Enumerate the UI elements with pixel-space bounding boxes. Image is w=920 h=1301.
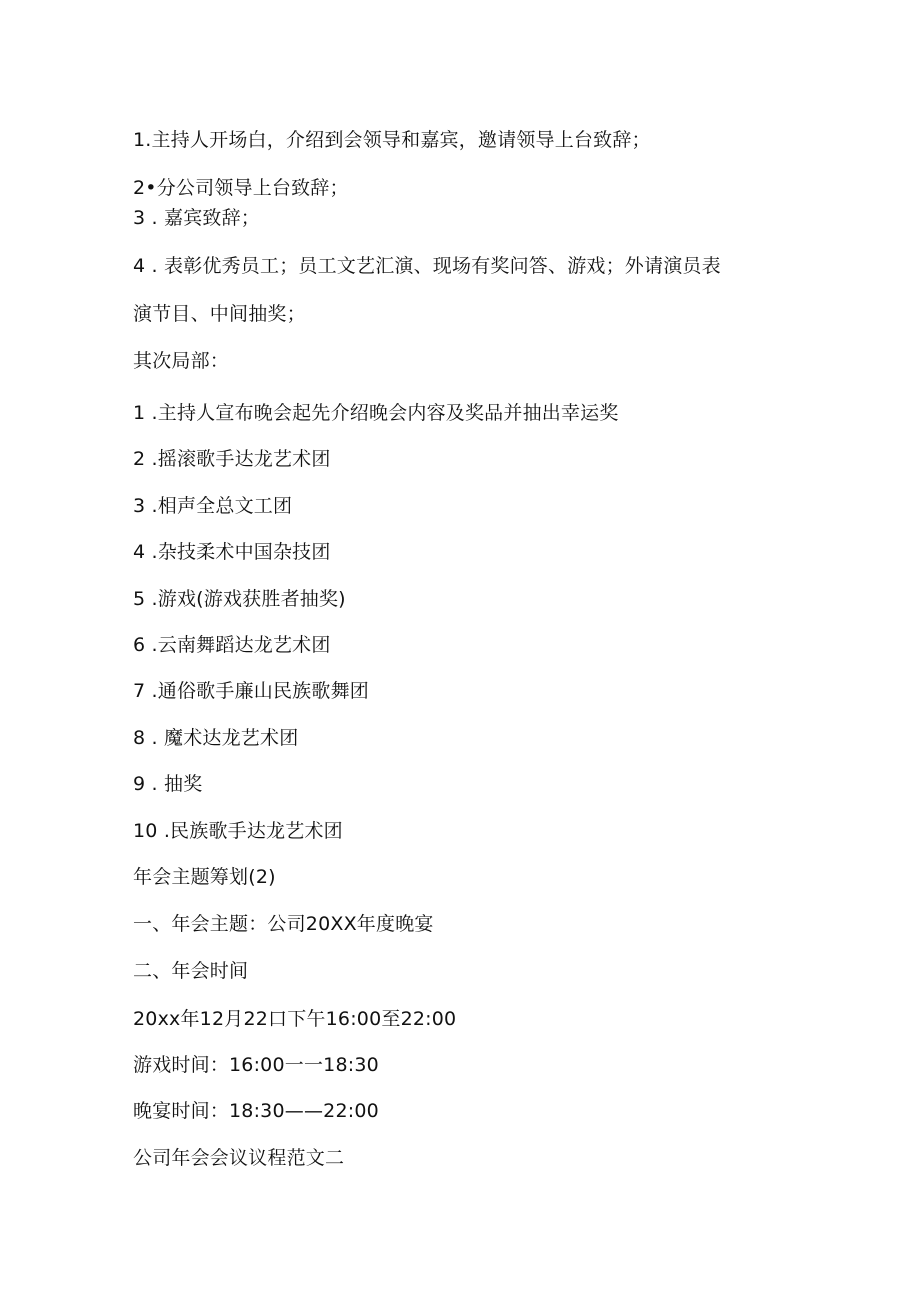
agenda-item-1: 1.主持人开场白，介绍到会领导和嘉宾，邀请领导上台致辞； <box>133 129 651 151</box>
program-item-9: 9 . 抽奖 <box>133 773 203 795</box>
theme-line: 一、年会主题：公司20XX年度晚宴 <box>133 913 434 935</box>
agenda-item-2: 2•分公司领导上台致辞； <box>133 177 349 199</box>
program-item-10: 10 .民族歌手达龙艺术团 <box>133 820 343 842</box>
program-item-4: 4 .杂技柔术中国杂技团 <box>133 541 331 563</box>
agenda-item-4-continued: 演节目、中间抽奖； <box>133 303 306 325</box>
section-title-theme-plan: 年会主题筹划(2) <box>133 866 276 888</box>
program-item-6: 6 .云南舞蹈达龙艺术团 <box>133 634 331 656</box>
program-item-7: 7 .通俗歌手廉山民族歌舞团 <box>133 680 369 702</box>
program-item-3: 3 .相声全总文工团 <box>133 495 293 517</box>
game-time: 游戏时间：16:00一一18:30 <box>133 1054 379 1076</box>
time-heading: 二、年会时间 <box>133 960 249 982</box>
program-item-8: 8 . 魔术达龙艺术团 <box>133 727 299 749</box>
agenda-item-4: 4 . 表彰优秀员工；员工文艺汇演、现场有奖问答、游戏；外请演员表 <box>133 255 721 277</box>
event-date-time: 20xx年12月22口下午16:00至22:00 <box>133 1008 457 1030</box>
agenda-item-3: 3 . 嘉宾致辞； <box>133 207 261 229</box>
section-heading-second-part: 其次局部： <box>133 350 230 372</box>
program-item-5: 5 .游戏(游戏获胜者抽奖) <box>133 588 346 610</box>
program-item-1: 1 .主持人宣布晚会起先介绍晚会内容及奖品并抽出幸运奖 <box>133 402 619 424</box>
document-footer-title: 公司年会会议议程范文二 <box>133 1147 345 1169</box>
dinner-time: 晚宴时间：18:30——22:00 <box>133 1100 379 1122</box>
program-item-2: 2 .摇滚歌手达龙艺术团 <box>133 448 331 470</box>
